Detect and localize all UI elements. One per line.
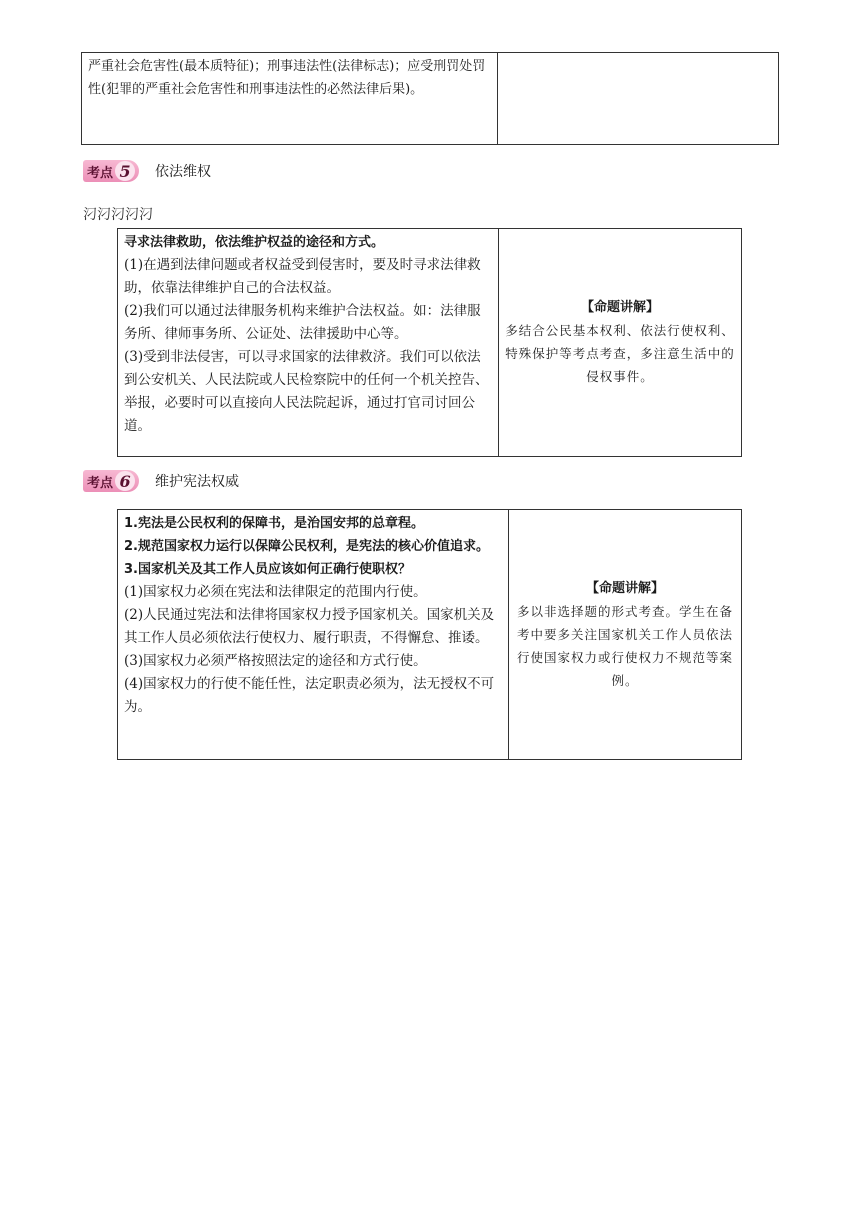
section6-badge-label: 考点 bbox=[87, 475, 114, 491]
section5-lead: 寻求法律救助，依法维护权益的途径和方式。 bbox=[124, 235, 385, 250]
section6-explain-text: 多以非选择题的形式考查。学生在备考中要多关注国家机关工作人员依法行使国家权力或行使权力不规范等案例。 bbox=[516, 603, 733, 688]
section6-lead-1: 1.宪法是公民权利的保障书，是治国安邦的总章程。 bbox=[124, 516, 424, 531]
top-table bbox=[81, 52, 779, 145]
section5-explain-cell bbox=[499, 229, 742, 457]
section5-badge bbox=[83, 160, 139, 182]
section5-left-cell bbox=[118, 229, 499, 457]
section6-title: 维护宪法权威 bbox=[155, 474, 240, 490]
section6-item-3: (3)国家权力必须严格按照法定的途径和方式行使。 bbox=[124, 653, 427, 669]
section5-badge-label: 考点 bbox=[87, 165, 114, 181]
section6-item-2: (2)人民通过宪法和法律将国家权力授予国家机关。国家机关及其工作人员必须依法行使权力、履行职责，不得懈怠、推诿。 bbox=[124, 607, 495, 646]
section5-table bbox=[117, 228, 742, 457]
section6-number: 6 bbox=[115, 471, 135, 491]
section5-item-1: (1)在遇到法律问题或者权益受到侵害时，要及时寻求法律救助，依靠法律维护自己的合法权益。 bbox=[124, 257, 481, 296]
section5-item-2: (2)我们可以通过法律服务机构来维护合法权益。如：法律服务所、律师事务所、公证处、法律援助中心等。 bbox=[124, 303, 481, 342]
section6-badge bbox=[83, 470, 139, 492]
section6-lead-3: 3.国家机关及其工作人员应该如何正确行使职权？ bbox=[124, 562, 411, 577]
section6-left-cell bbox=[118, 510, 509, 760]
section5-title: 依法维权 bbox=[155, 164, 212, 180]
section6-explain-cell bbox=[509, 510, 742, 760]
section5-header bbox=[83, 160, 211, 182]
top-table-text: 严重社会危害性(最本质特征)；刑事违法性(法律标志)；应受刑罚处罚性(犯罪的严重社会危害性和刑事违法性的必然法律后果)。 bbox=[88, 59, 486, 97]
section6-item-4: (4)国家权力的行使不能任性，法定职责必须为，法无授权不可为。 bbox=[124, 676, 495, 715]
section6-lead-2: 2.规范国家权力运行以保障公民权利，是宪法的核心价值追求。 bbox=[124, 539, 489, 554]
section5-explain-text: 多结合公民基本权利、依法行使权利、特殊保护等考点考查，多注意生活中的侵权事件。 bbox=[505, 323, 735, 384]
section5-item-3: (3)受到非法侵害，可以寻求国家的法律救济。我们可以依法到公安机关、人民法院或人民检察院中的任何一个机关控告、举报，必要时可以直接向人民法院起诉，通过打官司讨回公道。 bbox=[124, 349, 489, 434]
section6-item-1: (1)国家权力必须在宪法和法律限定的范围内行使。 bbox=[124, 584, 427, 600]
section5-stray-text: 汈汈汈汈汈 bbox=[83, 207, 153, 223]
top-table-left-cell bbox=[82, 53, 498, 145]
section6-table bbox=[117, 509, 742, 760]
top-table-right-cell bbox=[498, 53, 779, 145]
section5-number: 5 bbox=[115, 161, 135, 181]
section6-header bbox=[83, 470, 239, 492]
section5-explain-heading: 【命题讲解】 bbox=[580, 300, 659, 315]
section6-explain-heading: 【命题讲解】 bbox=[585, 580, 664, 596]
